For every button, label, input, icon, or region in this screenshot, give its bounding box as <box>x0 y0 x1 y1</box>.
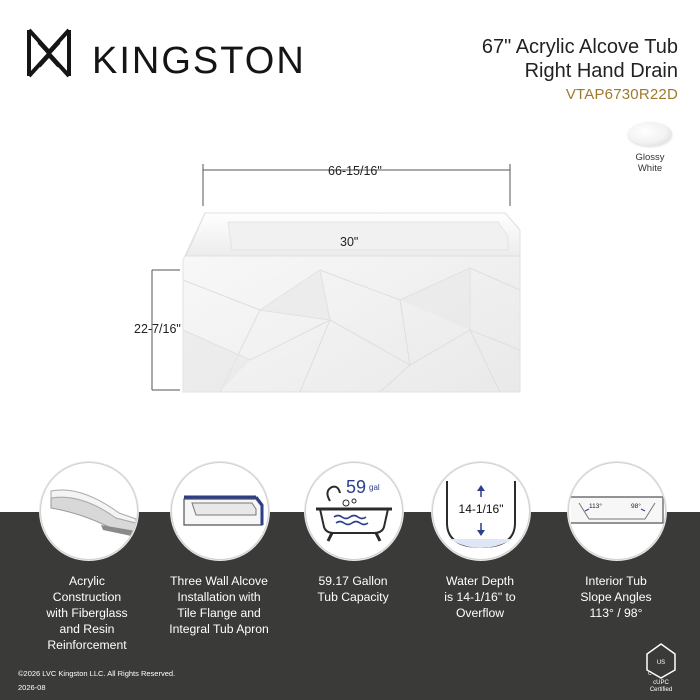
product-title-line2: Right Hand Drain <box>524 60 678 82</box>
water-depth-icon <box>432 462 530 560</box>
feature-text-line: and Resin <box>59 622 115 636</box>
height-dimension: 22-7/16" <box>134 322 181 336</box>
brand-name: KINGSTON <box>92 40 306 82</box>
alcove-install-icon <box>171 462 269 560</box>
feature-text-line: 113° / 98° <box>589 606 643 620</box>
feature-label-capacity <box>288 573 418 605</box>
feature-text-line: Construction <box>52 590 122 604</box>
width-dimension: 66-15/16" <box>328 164 382 178</box>
feature-text-line: Installation with <box>177 590 261 604</box>
kingston-logo-icon <box>26 28 72 78</box>
feature-text-line: Reinforcement <box>47 638 127 652</box>
product-title-line1: 67" Acrylic Alcove Tub <box>481 36 678 58</box>
feature-text-line: Three Wall Alcove <box>170 574 268 588</box>
slope-angles-icon <box>568 462 666 560</box>
cert-us-text: US <box>656 660 666 666</box>
angle-right-label: 98° <box>631 503 641 510</box>
feature-text-line: Acrylic <box>69 574 105 588</box>
feature-label-alcove <box>154 573 284 637</box>
finish-label-line2: White <box>637 163 663 174</box>
feature-text-line: with Fiberglass <box>46 606 128 620</box>
feature-text-line: Water Depth <box>446 574 514 588</box>
cert-label-line2: Certified <box>649 687 673 693</box>
feature-text-line: Slope Angles <box>580 590 652 604</box>
document-date: 2026-08 <box>18 683 46 692</box>
feature-text-line: 59.17 Gallon <box>318 574 388 588</box>
feature-label-depth <box>415 573 545 621</box>
tub-illustration <box>0 160 700 410</box>
finish-swatch <box>628 122 672 146</box>
depth-value: 14-1/16" <box>458 502 504 516</box>
cert-c-text: C <box>648 671 652 677</box>
copyright-text: ©2026 LVC Kingston LLC. All Rights Reserved. <box>18 669 176 678</box>
capacity-value: 59 <box>346 477 367 497</box>
feature-text-line: Integral Tub Apron <box>169 622 269 636</box>
feature-label-acrylic <box>22 573 152 653</box>
feature-text-line: Tub Capacity <box>317 590 389 604</box>
cert-label <box>638 680 684 694</box>
feature-text-line: Interior Tub <box>585 574 647 588</box>
cert-label-line1: cUPC <box>653 680 669 686</box>
angle-left-label: 113° <box>589 503 602 510</box>
feature-text-line: Overflow <box>455 606 505 620</box>
tub-capacity-icon <box>305 462 403 560</box>
feature-text-line: is 14-1/16" to <box>444 590 516 604</box>
product-sku: VTAP6730R22D <box>565 86 678 103</box>
finish-label-line1: Glossy <box>635 152 665 163</box>
feature-text-line: Tile Flange and <box>177 606 261 620</box>
depth-dimension: 30" <box>340 235 359 249</box>
feature-label-slope <box>551 573 681 621</box>
capacity-unit: gal <box>369 483 380 492</box>
acrylic-layers-icon <box>40 462 138 560</box>
